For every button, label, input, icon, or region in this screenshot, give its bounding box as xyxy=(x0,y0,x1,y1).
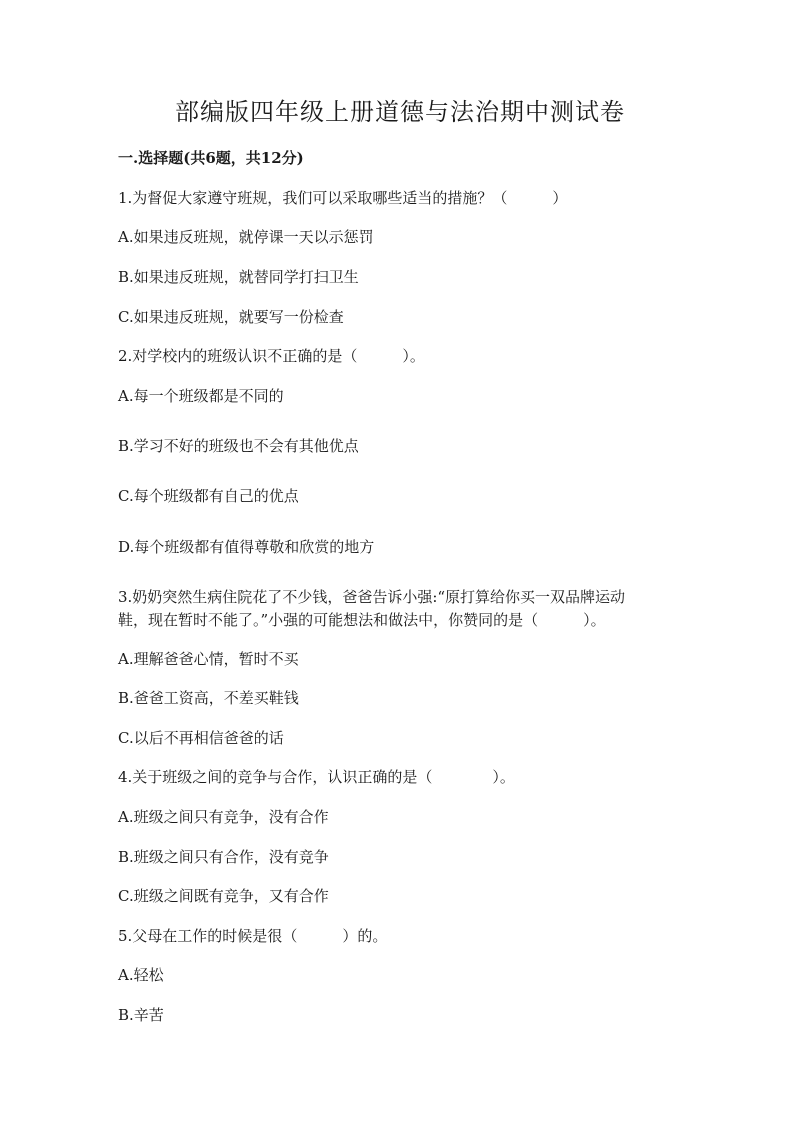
question-2-option-d: D.每个班级都有值得尊敬和欣赏的地方 xyxy=(118,538,375,556)
question-3-stem-line-2: 鞋，现在暂时不能了。”小强的可能想法和做法中，你赞同的是（ ）。 xyxy=(118,611,606,629)
question-5-option-a: A.轻松 xyxy=(118,966,164,984)
question-3-stem-line-1: 3.奶奶突然生病住院花了不少钱，爸爸告诉小强:“原打算给你买一双品牌运动 xyxy=(118,588,626,606)
question-3-option-c: C.以后不再相信爸爸的话 xyxy=(118,729,284,747)
question-2-stem: 2.对学校内的班级认识不正确的是（ ）。 xyxy=(118,347,425,365)
question-4-option-c: C.班级之间既有竞争，又有合作 xyxy=(118,887,329,905)
question-5-option-b: B.辛苦 xyxy=(118,1006,164,1024)
question-1-option-c: C.如果违反班规，就要写一份检查 xyxy=(118,308,344,326)
question-2-option-b: B.学习不好的班级也不会有其他优点 xyxy=(118,437,359,455)
question-4-option-a: A.班级之间只有竞争，没有合作 xyxy=(118,808,329,826)
question-1-option-b: B.如果违反班规，就替同学打扫卫生 xyxy=(118,268,359,286)
question-1-option-a: A.如果违反班规，就停课一天以示惩罚 xyxy=(118,228,374,246)
question-4-stem: 4.关于班级之间的竞争与合作，认识正确的是（ ）。 xyxy=(118,768,515,786)
question-3-option-b: B.爸爸工资高，不差买鞋钱 xyxy=(118,689,299,707)
question-2-option-a: A.每一个班级都是不同的 xyxy=(118,387,284,405)
section-heading: 一.选择题(共6题，共12分) xyxy=(118,149,304,167)
question-3-option-a: A.理解爸爸心情，暂时不买 xyxy=(118,650,299,668)
exam-title: 部编版四年级上册道德与法治期中测试卷 xyxy=(175,98,625,126)
question-1-stem: 1.为督促大家遵守班规，我们可以采取哪些适当的措施？（ ） xyxy=(118,189,568,207)
question-5-stem: 5.父母在工作的时候是很（ ）的。 xyxy=(118,927,388,945)
question-2-option-c: C.每个班级都有自己的优点 xyxy=(118,487,299,505)
question-4-option-b: B.班级之间只有合作，没有竞争 xyxy=(118,848,329,866)
